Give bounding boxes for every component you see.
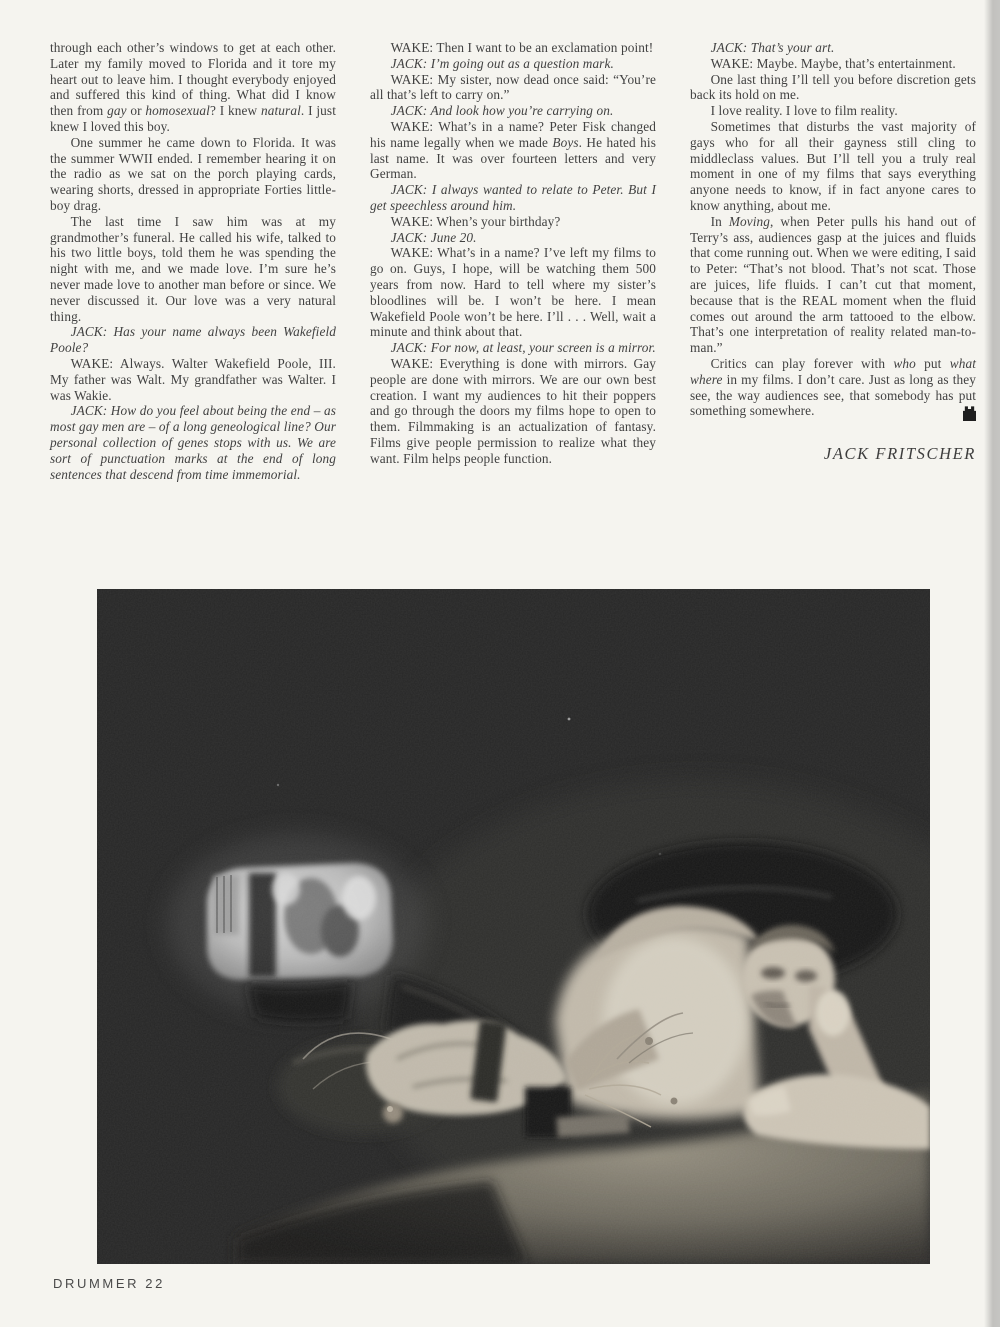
- text-column-3: [690, 40, 976, 482]
- paragraph: One last thing I’ll tell you before discretion gets back its hold on me.: [690, 71, 976, 103]
- paragraph: The last time I saw him was at my grandmother’s funeral. He called his wife, talked to his two little boys, told them he was spending the night with me, and we made love. I’m sure he’s never made love to another man before or since. We never discussed it. Our love was a very natural thing.: [50, 213, 336, 324]
- paragraph: JACK: For now, at least, your screen is a mirror.: [390, 340, 656, 356]
- paragraph: JACK: How do you feel about being the end – as most gay men are – of a long geneological line? Our personal collection of genes stops with us. We are sort of punctuation marks at the end of long sentences that descend from time immemorial.: [50, 403, 337, 482]
- paragraph: Sometimes that disturbs the vast majority of gays who for all their gayness still cling to middleclass values. But I’ll tell you a truly real moment in one of my films that says everything anyone needs to know, if in fact anyone cares to know anything, about me.: [690, 118, 976, 213]
- byline: JACK FRITSCHER: [823, 444, 976, 464]
- paragraph: WAKE: What’s in a name? I’ve left my films to go on. Guys, I hope, will be watching them 500 years from now. Hard to tell where my sister’s bloodlines will be. I won’t be here. I mean Wakefield Poole won’t be here. I’ll . . . Well, wait a minute and think about that.: [370, 245, 656, 340]
- paragraph: In Moving, when Peter pulls his hand out of Terry’s ass, audiences gasp at the juices and fluids that come running out. When we were editing, I said to Peter: “That’s not blood. That’s not scat. Those are juices, life fluids. I can’t cut that moment, because that is the REAL moment when the fluid comes out around the arm tattooed to the elbow. That’s one interpretation of reality related man-to-man.”: [690, 213, 976, 356]
- paragraph: WAKE: What’s in a name? Peter Fisk changed his name legally when we made Boys. He hated his last name. It was over fourteen letters and very German.: [370, 118, 657, 182]
- page-footer: [53, 1276, 165, 1291]
- paragraph: One summer he came down to Florida. It was the summer WWII ended. I remember hearing it on the radio as we sat on the porch playing cards, wearing shorts, dressed in appropriate Forties little-boy drag.: [50, 134, 336, 213]
- paragraph: JACK: I’m going out as a question mark.: [390, 55, 614, 71]
- paragraph: JACK: Has your name always been Wakefield Poole?: [50, 324, 336, 356]
- photo-illustration: [97, 589, 930, 1264]
- paragraph: I love reality. I love to film reality.: [710, 103, 898, 119]
- paragraph: WAKE: Everything is done with mirrors. Gay people are done with mirrors. We are our own best creation. I want my audiences to hit their poppers and go through the doors my films hope to open to them. Filmmaking is an actualization of fantasy. Films give people permission to realize what they want. Film helps people function.: [370, 355, 656, 466]
- scan-edge-shadow: [984, 0, 1000, 1327]
- paragraph: Critics can play forever with who put what where in my films. I don’t care. Just as long as they see, the way audiences see, that somebody has put something somewhere.: [690, 356, 976, 419]
- paragraph: JACK: And look how you’re carrying on.: [390, 103, 614, 119]
- folio-label: DRUMMER 22: [53, 1276, 165, 1291]
- paragraph: WAKE: My sister, now dead once said: “You’re all that’s left to carry on.”: [370, 71, 656, 103]
- paragraph: WAKE: Then I want to be an exclamation point!: [390, 40, 654, 55]
- paragraph: WAKE: Always. Walter Wakefield Poole, III. My father was Walt. My grandfather was Walter. I was Wakie.: [50, 355, 336, 403]
- paragraph: WAKE: Maybe. Maybe, that’s entertainment.: [710, 55, 956, 71]
- article-text: [50, 40, 978, 482]
- paragraph: through each other’s windows to get at each other. Later my family moved to Florida and it tore my heart out to leave him. I thought everybody enjoyed and suffered this kind of thing. What did I know then from gay or homosexual? I knew natural. I just knew I loved this boy.: [50, 40, 336, 134]
- interview-photo: [97, 589, 930, 1264]
- text-column-1: [50, 40, 336, 482]
- paragraph: WAKE: When’s your birthday?: [390, 213, 561, 229]
- paragraph: JACK: June 20.: [390, 229, 477, 245]
- paragraph: JACK: I always wanted to relate to Peter. But I get speechless around him.: [370, 182, 656, 213]
- text-column-2: [370, 40, 656, 482]
- paragraph: JACK: That’s your art.: [710, 40, 835, 55]
- end-of-article-icon: [963, 406, 976, 421]
